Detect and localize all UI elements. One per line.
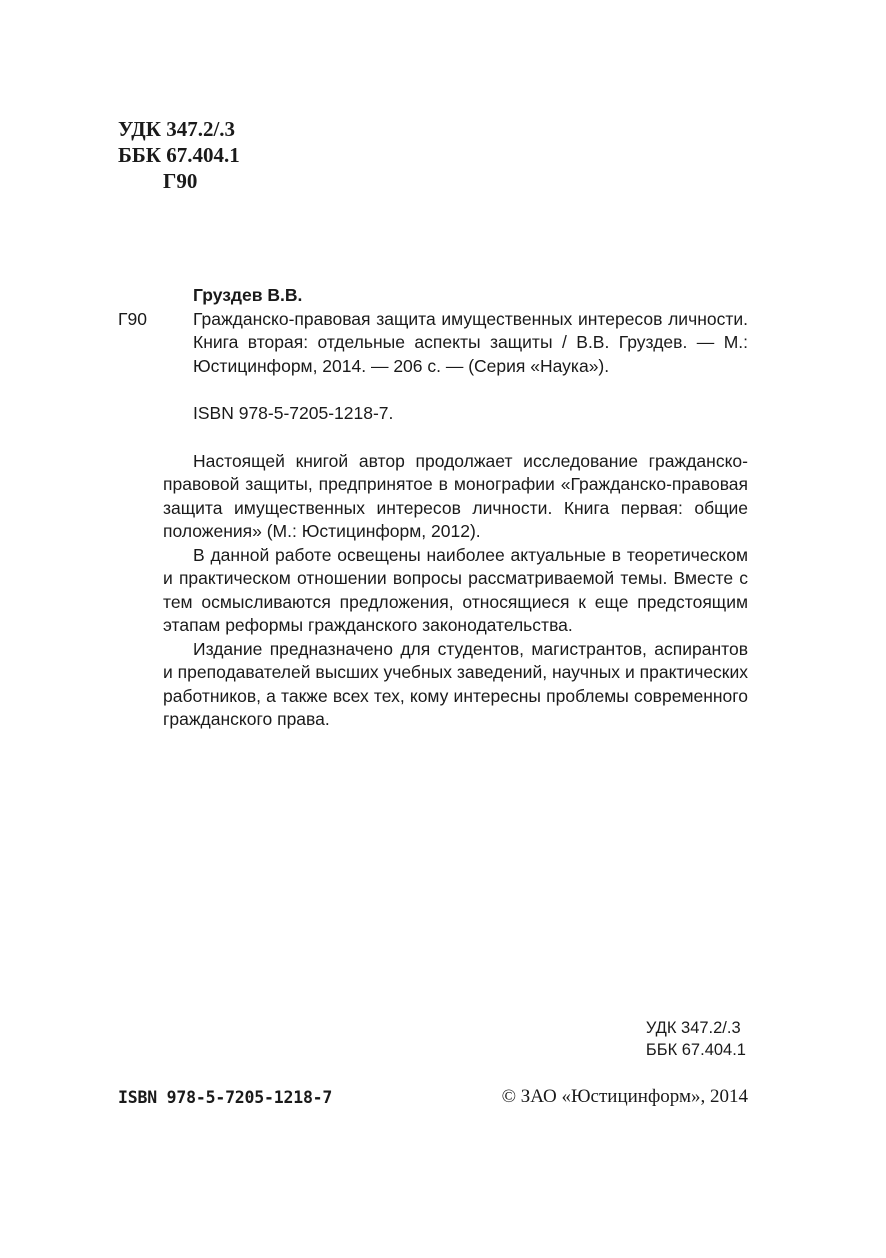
footer-copyright: © ЗАО «Юстицинформ», 2014 <box>501 1086 748 1107</box>
annotation-paragraph: Настоящей книгой автор продолжает исследование гражданско-правовой защиты, предпринятое в монографии «Гражданско-правовая защита имущественных интересов личности. Книга первая: общие положения» (М.: Юстицинформ, 2012). <box>163 450 748 541</box>
classification-codes-top <box>118 116 240 194</box>
annotation-paragraph: Издание предназначено для студентов, магистрантов, аспирантов и преподавателей высших учебных заведений, научных и практических работников, а также всех тех, кому интересны проблемы современного гражданского права. <box>163 638 748 729</box>
footer-isbn: ISBN 978-5-7205-1218-7 <box>118 1088 333 1107</box>
card-author-mark: Г90 <box>118 308 147 329</box>
card-annotation <box>118 450 748 732</box>
card-bibliographic-description: Гражданско-правовая защита имущественных интересов личности. Книга вторая: отдельные аспекты защиты / В.В. Груздев. — М.: Юстицинформ, 2014. — 206 с. — (Серия «Наука»). <box>193 308 748 376</box>
author-mark: Г90 <box>163 169 198 193</box>
bbk-code: ББК 67.404.1 <box>645 1041 746 1059</box>
bbk-code: ББК 67.404.1 <box>118 143 240 167</box>
card-isbn: ISBN 978-5-7205-1218-7. <box>193 403 394 423</box>
annotation-paragraph: В данной работе освещены наиболее актуальные в теоретическом и практическом отношении вопросы рассматриваемой темы. Вместе с тем осмысливаются предложения, относящиеся к еще предстоящим этапам реформы гражданского законодательства. <box>163 544 748 635</box>
card-author: Груздев В.В. <box>193 285 303 305</box>
udk-code: УДК 347.2/.3 <box>645 1019 741 1037</box>
card-description-row <box>118 308 748 379</box>
catalog-card <box>118 284 748 732</box>
udk-code: УДК 347.2/.3 <box>118 117 236 141</box>
classification-codes-bottom <box>646 1017 746 1061</box>
